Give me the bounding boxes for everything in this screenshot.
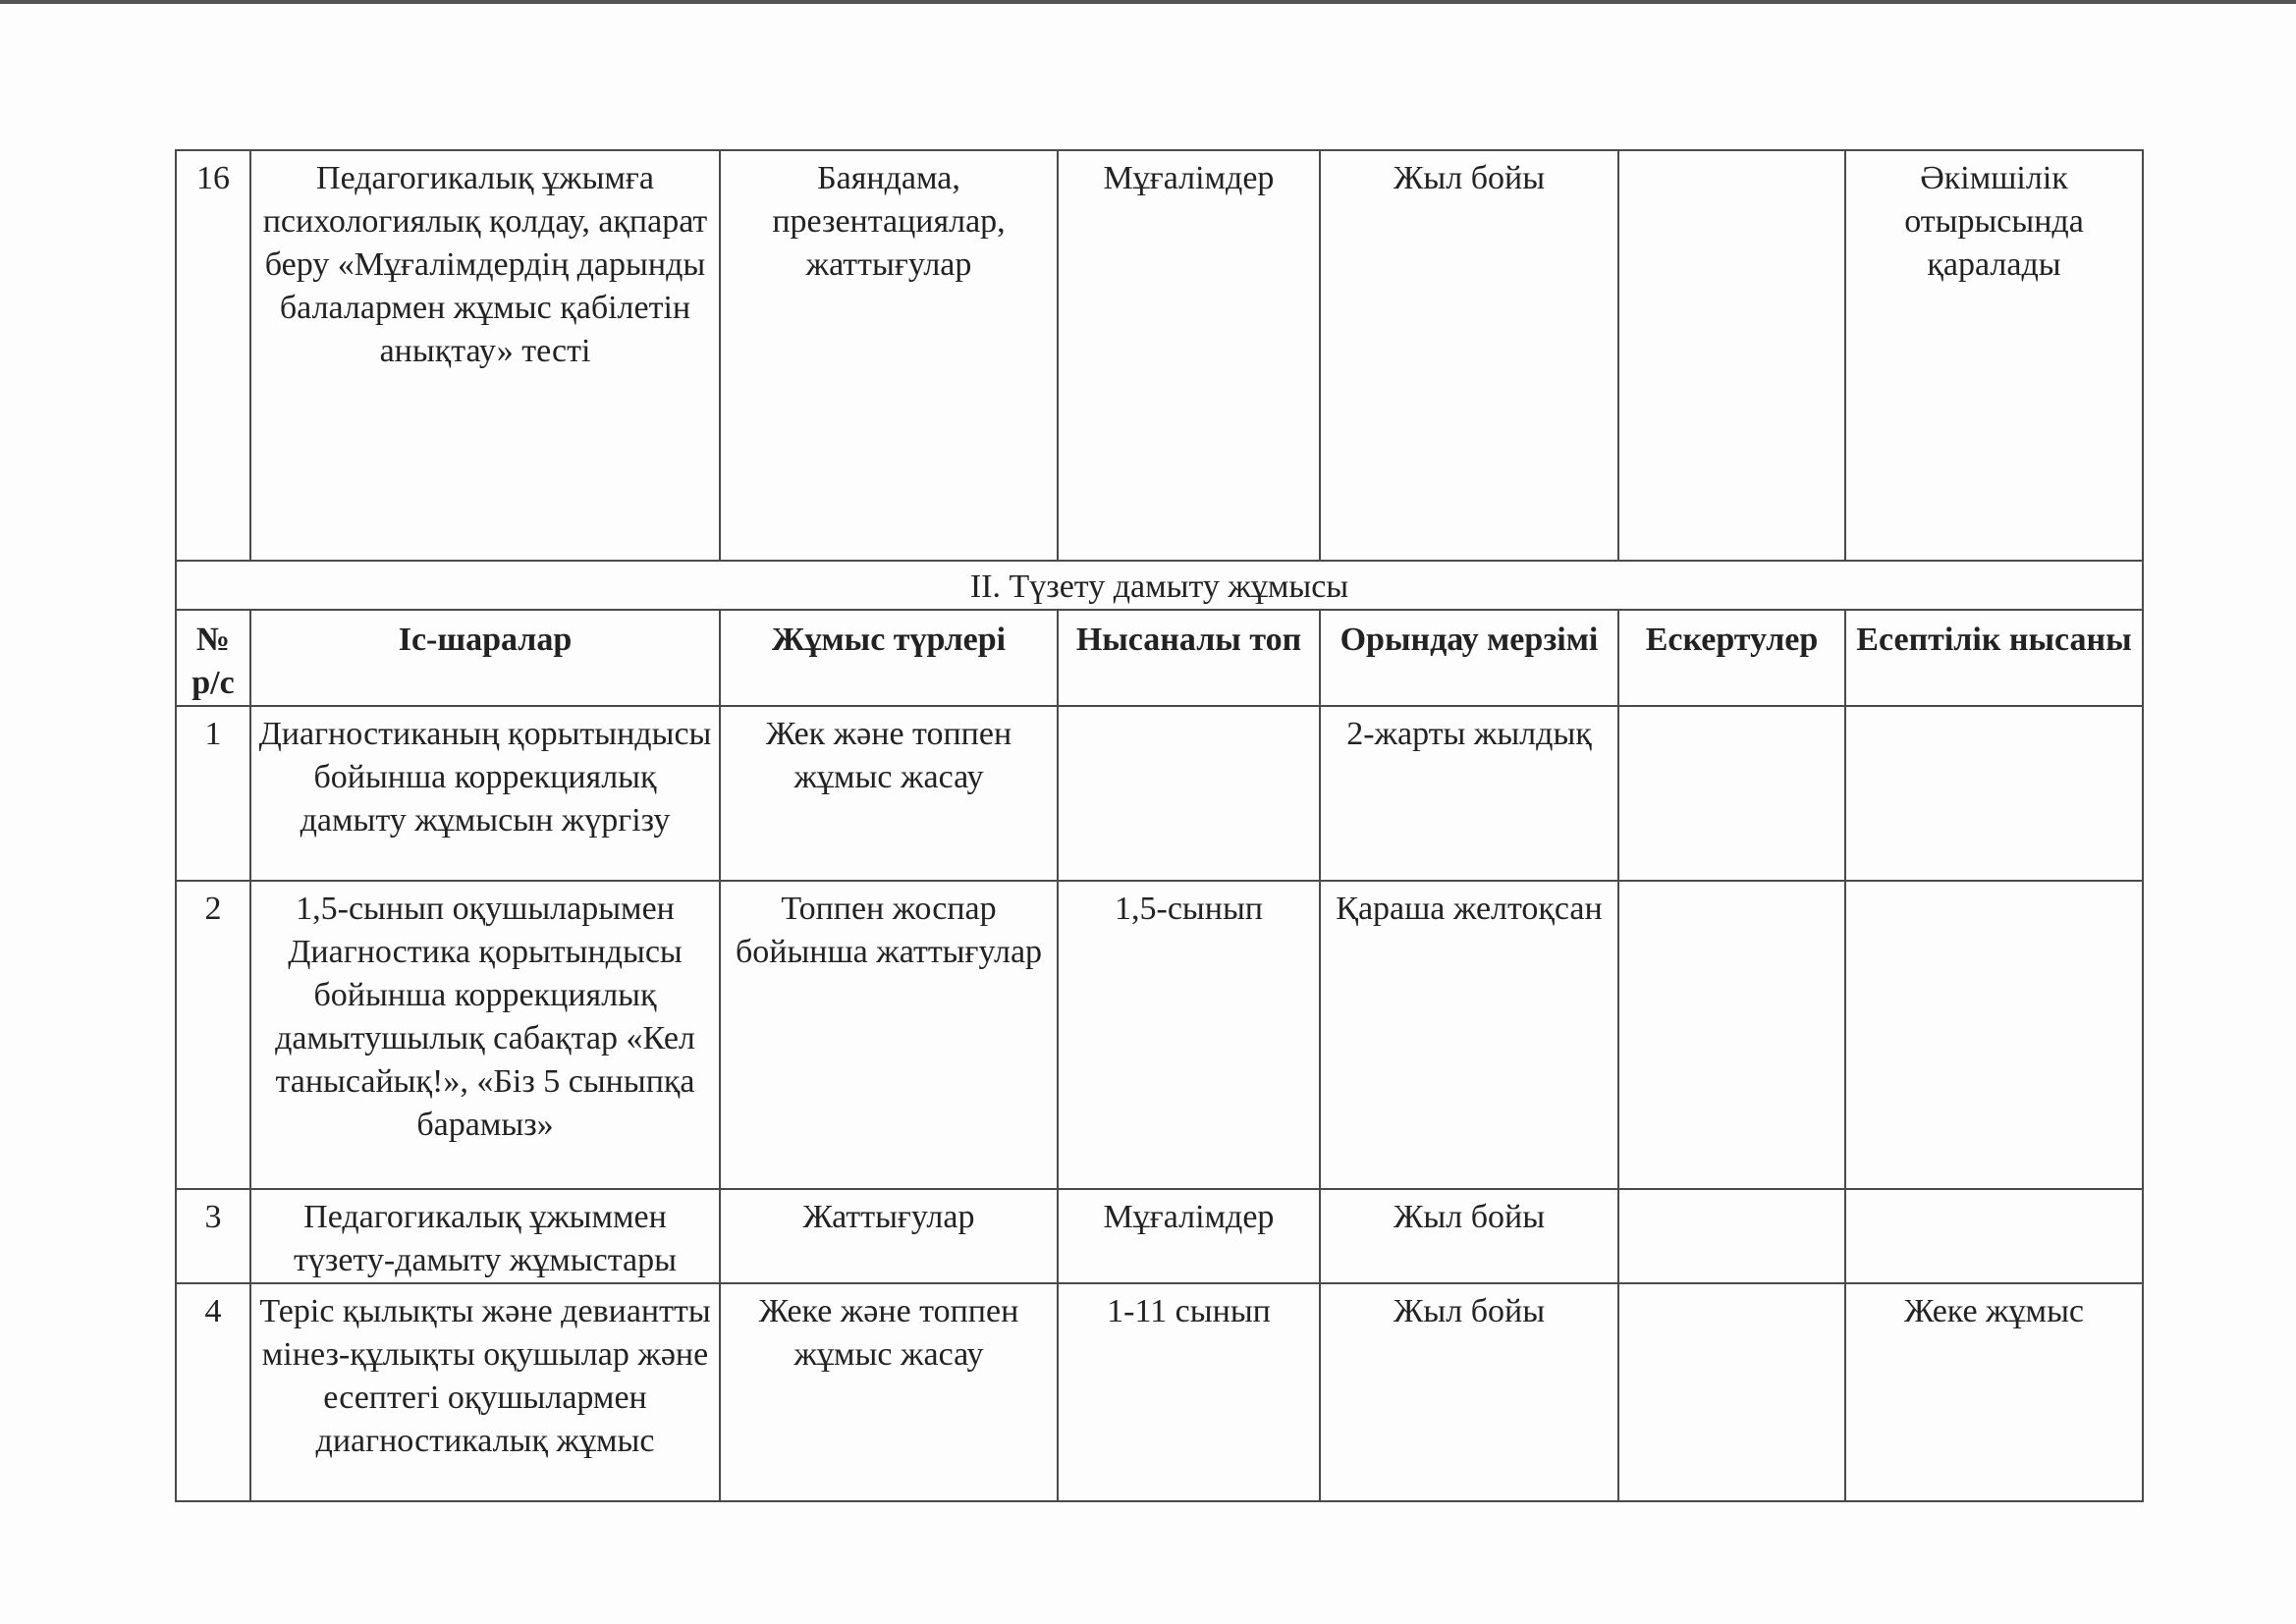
- row-number: 1: [176, 706, 250, 881]
- deadline-cell: Жыл бойы: [1320, 1283, 1618, 1501]
- section-row: [176, 561, 2143, 610]
- event-cell: Теріс қылықты және девиантты мінез-құлықты оқушылар және есептегі оқушылармен диагностикалық жұмыс: [250, 1283, 720, 1501]
- event-cell: 1,5-сынып оқушыларымен Диагностика қорытындысы бойынша коррекциялық дамытушылық сабақтар «Кел танысайық!», «Біз 5 сыныпқа барамыз»: [250, 881, 720, 1189]
- table-row: [176, 1283, 2143, 1501]
- row-number: 3: [176, 1189, 250, 1283]
- plan-table: [175, 149, 2144, 1502]
- header-target-group: Нысаналы топ: [1058, 610, 1320, 706]
- work-types-cell: Баяндама, презентациялар, жаттығулар: [720, 150, 1058, 561]
- report-form-cell: [1845, 1189, 2143, 1283]
- report-form-cell: [1845, 706, 2143, 881]
- scan-top-edge: [0, 0, 2296, 4]
- work-types-cell: Жеке және топпен жұмыс жасау: [720, 1283, 1058, 1501]
- notes-cell: [1618, 1283, 1845, 1501]
- table-row: [176, 881, 2143, 1189]
- header-num: № р/с: [176, 610, 250, 706]
- section-title: ІІ. Түзету дамыту жұмысы: [176, 561, 2143, 610]
- table-row: [176, 1189, 2143, 1283]
- target-group-cell: 1,5-сынып: [1058, 881, 1320, 1189]
- document-page: [175, 149, 2142, 1502]
- notes-cell: [1618, 1189, 1845, 1283]
- table-row: [176, 706, 2143, 881]
- event-cell: Диагностиканың қорытындысы бойынша коррекциялық дамыту жұмысын жүргізу: [250, 706, 720, 881]
- header-work-types: Жұмыс түрлері: [720, 610, 1058, 706]
- event-cell: Педагогикалық ұжыммен түзету-дамыту жұмыстары: [250, 1189, 720, 1283]
- header-row: [176, 610, 2143, 706]
- notes-cell: [1618, 706, 1845, 881]
- event-cell: Педагогикалық ұжымға психологиялық қолдау, ақпарат беру «Мұғалімдердің дарынды балалармен жұмыс қабілетін анықтау» тесті: [250, 150, 720, 561]
- work-types-cell: Топпен жоспар бойынша жаттығулар: [720, 881, 1058, 1189]
- target-group-cell: 1-11 сынып: [1058, 1283, 1320, 1501]
- report-form-cell: Әкімшілік отырысында қаралады: [1845, 150, 2143, 561]
- header-event: Іс-шаралар: [250, 610, 720, 706]
- target-group-cell: [1058, 706, 1320, 881]
- deadline-cell: Жыл бойы: [1320, 1189, 1618, 1283]
- row-number: 4: [176, 1283, 250, 1501]
- deadline-cell: Қараша желтоқсан: [1320, 881, 1618, 1189]
- header-deadline: Орындау мерзімі: [1320, 610, 1618, 706]
- row-number: 2: [176, 881, 250, 1189]
- deadline-cell: 2-жарты жылдық: [1320, 706, 1618, 881]
- row-number: 16: [176, 150, 250, 561]
- target-group-cell: Мұғалімдер: [1058, 150, 1320, 561]
- work-types-cell: Жаттығулар: [720, 1189, 1058, 1283]
- report-form-cell: [1845, 881, 2143, 1189]
- work-types-cell: Жек және топпен жұмыс жасау: [720, 706, 1058, 881]
- notes-cell: [1618, 881, 1845, 1189]
- report-form-cell: Жеке жұмыс: [1845, 1283, 2143, 1501]
- header-report-form: Есептілік нысаны: [1845, 610, 2143, 706]
- header-notes: Ескертулер: [1618, 610, 1845, 706]
- deadline-cell: Жыл бойы: [1320, 150, 1618, 561]
- table-row: [176, 150, 2143, 561]
- notes-cell: [1618, 150, 1845, 561]
- target-group-cell: Мұғалімдер: [1058, 1189, 1320, 1283]
